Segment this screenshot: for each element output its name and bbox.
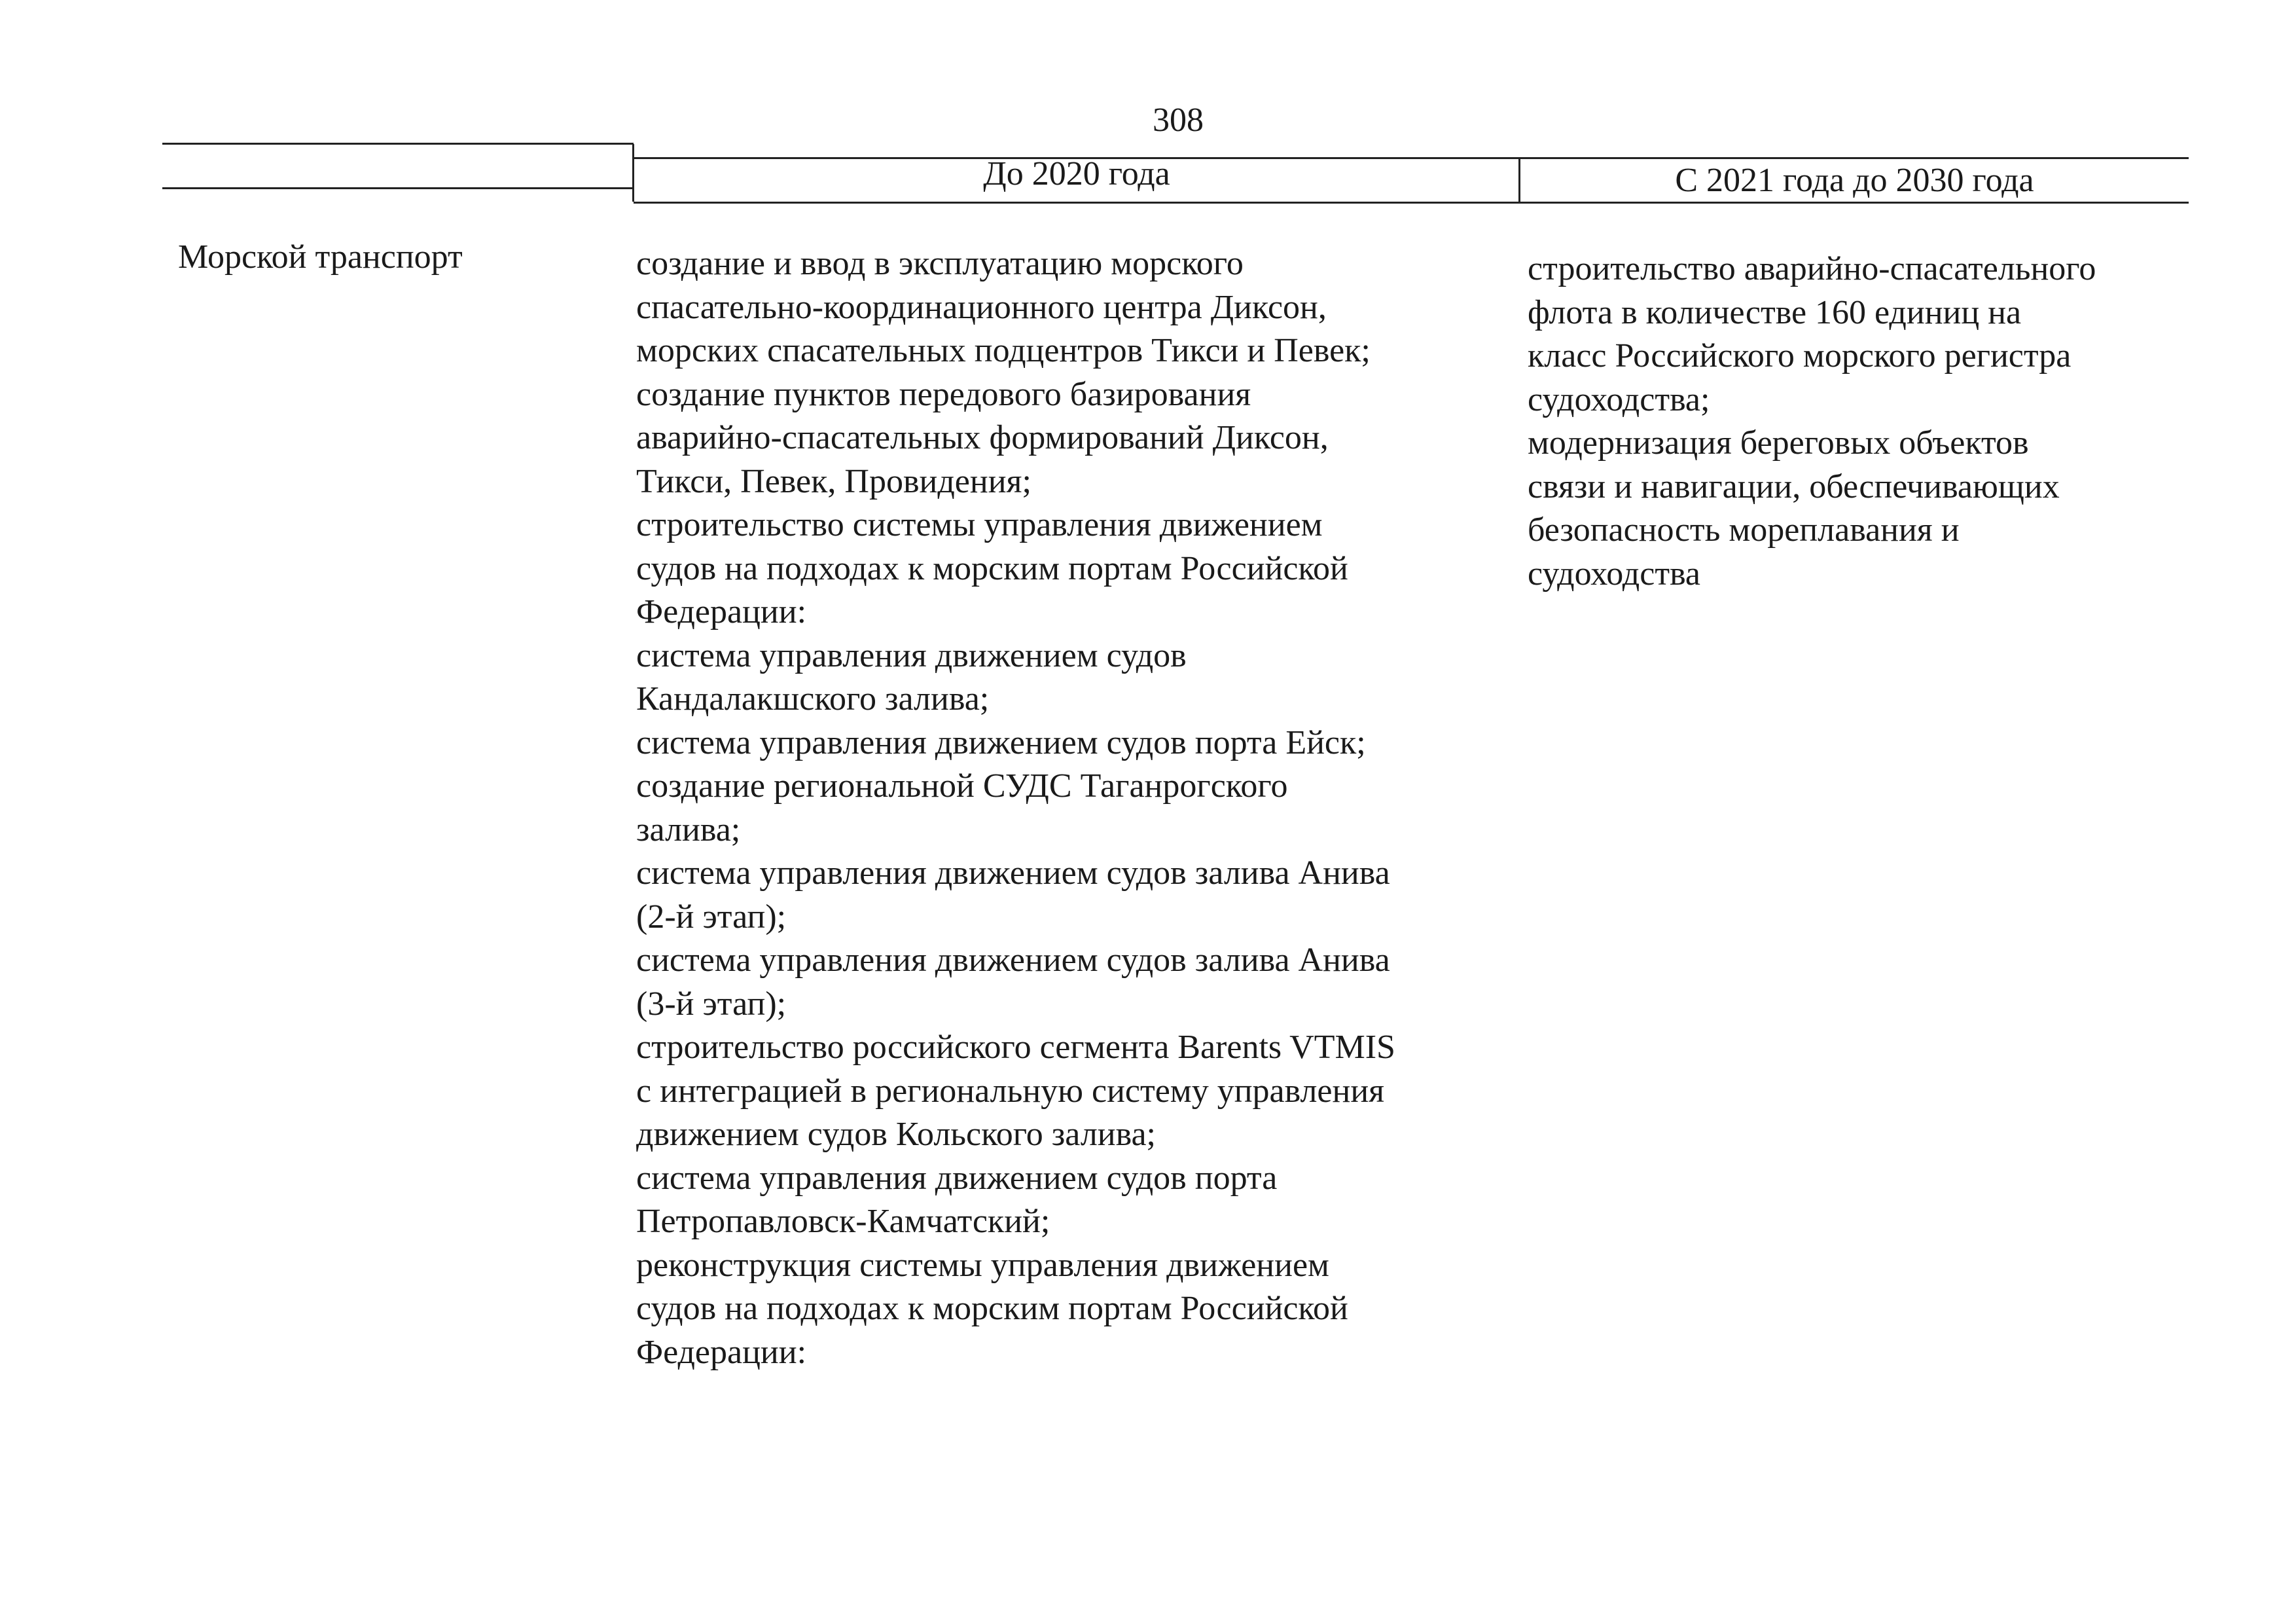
measure-item-until-2020-line: система управления движением судов залива Анива xyxy=(636,854,1390,892)
measure-item-until-2020-line: Федерации: xyxy=(636,593,807,630)
header-bottom-rule-left xyxy=(162,187,634,189)
measure-item-until-2020-line: создание и ввод в эксплуатацию морского xyxy=(636,245,1244,282)
measure-item-until-2020-line: судов на подходах к морским портам Российской xyxy=(636,549,1348,587)
measure-item-until-2020 xyxy=(636,242,1507,373)
column-header-until-2020: До 2020 года xyxy=(983,155,1170,192)
measure-item-until-2020 xyxy=(636,1026,1507,1157)
header-bottom-rule-right xyxy=(634,202,2189,204)
measure-item-2021-2030-line: строительство аварийно-спасательного xyxy=(1528,250,2096,287)
measure-item-until-2020-line: создание пунктов передового базирования xyxy=(636,375,1251,413)
measure-item-until-2020 xyxy=(636,765,1507,852)
measure-item-until-2020-line: спасательно-координационного центра Диксон, xyxy=(636,288,1327,326)
measure-item-until-2020-line: Кандалакшского залива; xyxy=(636,680,990,718)
measure-item-until-2020-line: судов на подходах к морским портам Российской xyxy=(636,1290,1348,1327)
measure-item-until-2020 xyxy=(636,852,1507,939)
page-number: 308 xyxy=(1153,101,1204,139)
from-2021-to-2030-measures xyxy=(1528,247,2182,596)
column-header-2021-2030: С 2021 года до 2030 года xyxy=(1675,162,2034,199)
measure-item-until-2020 xyxy=(636,373,1507,504)
measure-item-2021-2030-line: модернизация береговых объектов xyxy=(1528,424,2029,462)
measure-item-until-2020-line: строительство российского сегмента Barents VTMIS xyxy=(636,1029,1395,1066)
measure-item-until-2020-line: с интеграцией в региональную систему управления xyxy=(636,1072,1385,1110)
until-2020-measures xyxy=(636,242,1507,1374)
measure-item-until-2020-line: (3-й этап); xyxy=(636,985,787,1023)
measure-item-until-2020 xyxy=(636,939,1507,1026)
measure-item-until-2020-line: строительство системы управления движением xyxy=(636,506,1323,543)
measure-item-until-2020-line: создание региональной СУДС Таганрогского xyxy=(636,767,1288,805)
measure-item-until-2020-line: Петропавловск-Камчатский; xyxy=(636,1203,1050,1240)
measure-item-until-2020-line: система управления движением судов xyxy=(636,636,1187,674)
header-divider-1 xyxy=(632,144,634,202)
header-top-rule-left xyxy=(162,143,634,145)
measure-item-2021-2030-line: связи и навигации, обеспечивающих xyxy=(1528,467,2060,505)
measure-item-until-2020 xyxy=(636,721,1507,765)
measure-item-until-2020-line: система управления движением судов залива Анива xyxy=(636,941,1390,979)
measure-item-2021-2030 xyxy=(1528,247,2182,422)
measure-item-until-2020-line: Тикси, Певек, Провидения; xyxy=(636,462,1031,500)
measure-item-until-2020-line: Федерации: xyxy=(636,1333,807,1371)
measure-item-2021-2030-line: судоходства; xyxy=(1528,380,1710,418)
measure-item-until-2020-line: система управления движением судов порта xyxy=(636,1159,1278,1197)
measure-item-2021-2030 xyxy=(1528,422,2182,596)
measure-item-until-2020 xyxy=(636,503,1507,634)
measure-item-2021-2030-line: судоходства xyxy=(1528,555,1701,593)
measure-item-until-2020 xyxy=(636,634,1507,721)
measure-item-until-2020-line: аварийно-спасательных формирований Диксон, xyxy=(636,419,1329,456)
measure-item-2021-2030-line: флота в количестве 160 единиц на xyxy=(1528,293,2022,331)
measure-item-until-2020-line: (2-й этап); xyxy=(636,898,787,936)
row-label-maritime-transport: Морской транспорт xyxy=(178,238,463,276)
measure-item-until-2020 xyxy=(636,1244,1507,1375)
measure-item-until-2020-line: система управления движением судов порта Ейск; xyxy=(636,723,1366,761)
measure-item-until-2020 xyxy=(636,1157,1507,1244)
measure-item-until-2020-line: реконструкция системы управления движением xyxy=(636,1246,1329,1284)
measure-item-2021-2030-line: безопасность мореплавания и xyxy=(1528,511,1960,549)
measure-item-until-2020-line: залива; xyxy=(636,811,741,848)
measure-item-2021-2030-line: класс Российского морского регистра xyxy=(1528,337,2072,374)
measure-item-until-2020-line: движением судов Кольского залива; xyxy=(636,1116,1156,1153)
measure-item-until-2020-line: морских спасательных подцентров Тикси и Певек; xyxy=(636,332,1371,369)
